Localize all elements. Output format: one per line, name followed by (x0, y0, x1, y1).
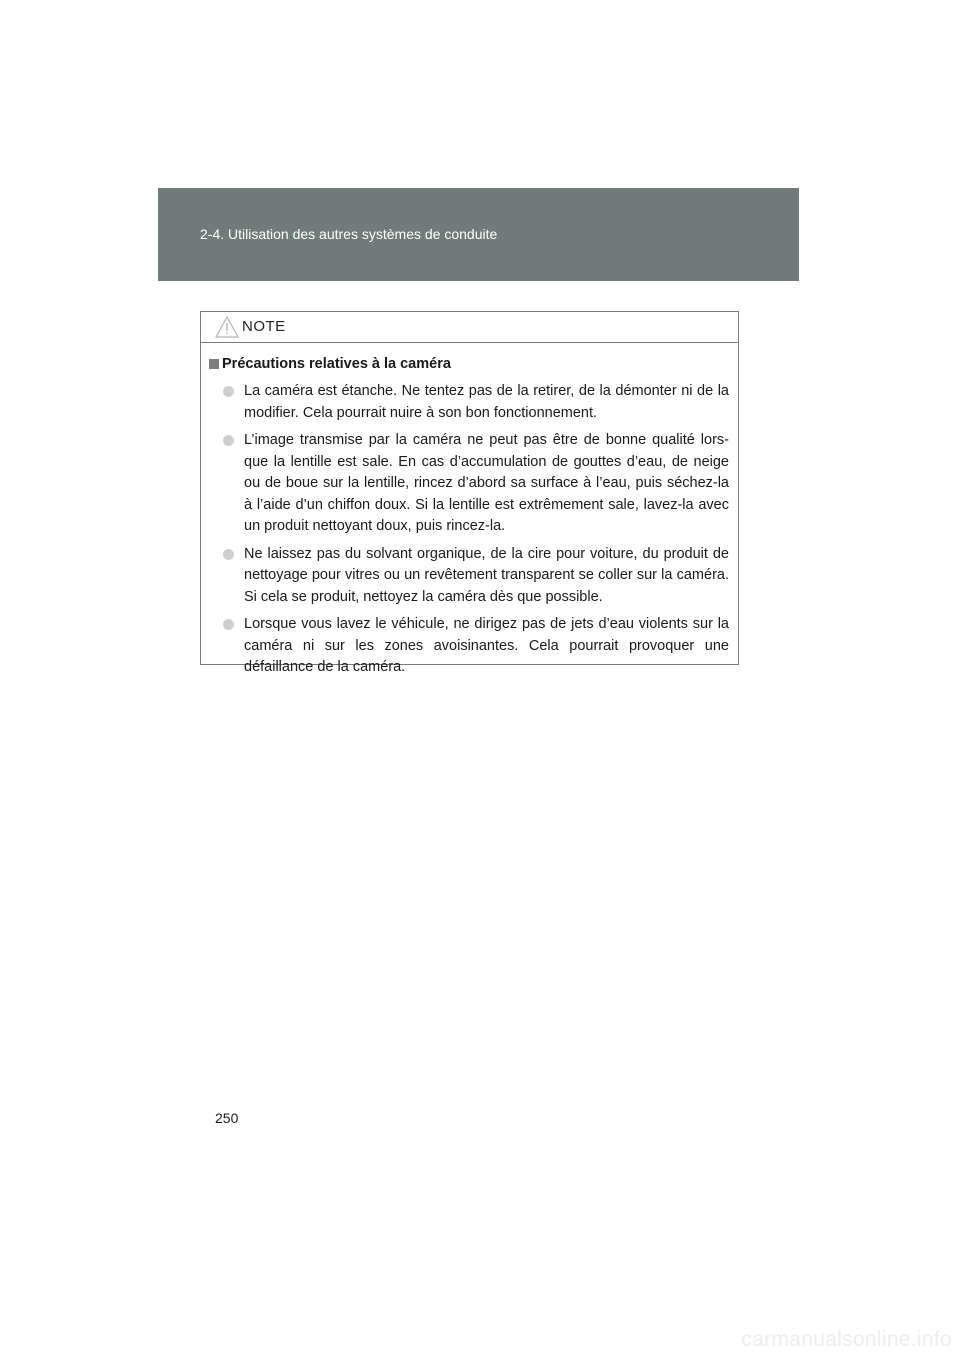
square-bullet-icon (209, 359, 219, 369)
note-body (201, 343, 738, 679)
note-subheading-text: Précautions relatives à la caméra (222, 356, 451, 372)
list-item-text: Lorsque vous lavez le véhicule, ne dirigez pas de jets d’eau violents sur la caméra ni sur les zones avoisinantes. Cela pourrait provoquer une défaillance de la caméra. (244, 616, 729, 675)
list-item (201, 381, 738, 424)
section-header-band (158, 188, 799, 281)
list-item (201, 430, 738, 538)
list-item (201, 544, 738, 609)
circle-bullet-icon (223, 435, 234, 446)
note-subheading (201, 354, 738, 375)
warning-triangle-icon (214, 315, 240, 339)
note-box (200, 311, 739, 675)
list-item-text: La caméra est étanche. Ne tentez pas de la retirer, de la démonter ni de la modifier. Cela pourrait nuire à son bon fonctionnement. (244, 383, 729, 421)
list-item (201, 614, 738, 679)
circle-bullet-icon (223, 619, 234, 630)
list-item-text: Ne laissez pas du solvant organique, de la cire pour voiture, du produit de nettoyage pour vitres ou un revêtement transparent se coller sur la caméra. Si cela se produit, nettoyez la caméra dès que possible. (244, 545, 729, 605)
circle-bullet-icon (223, 549, 234, 560)
section-title: 2-4. Utilisation des autres systèmes de conduite (200, 226, 498, 242)
note-label: NOTE (242, 318, 286, 335)
watermark[interactable]: carmanualsonline.info (741, 1328, 952, 1351)
page-number: 250 (215, 1110, 239, 1126)
circle-bullet-icon (223, 386, 234, 397)
note-header (201, 312, 738, 343)
list-item-text: L’image transmise par la caméra ne peut pas être de bonne qualité lors-que la lentille est sale. En cas d’accumulation de gouttes d’eau, de neige ou de boue sur la lentille, rincez d’abord sa surface à l’eau, puis séchez-la à l’aide d’un chiffon doux. Si la lentille est extrêmement sale, lavez-la avec un produit nettoyant doux, puis rincez-la. (244, 432, 729, 534)
